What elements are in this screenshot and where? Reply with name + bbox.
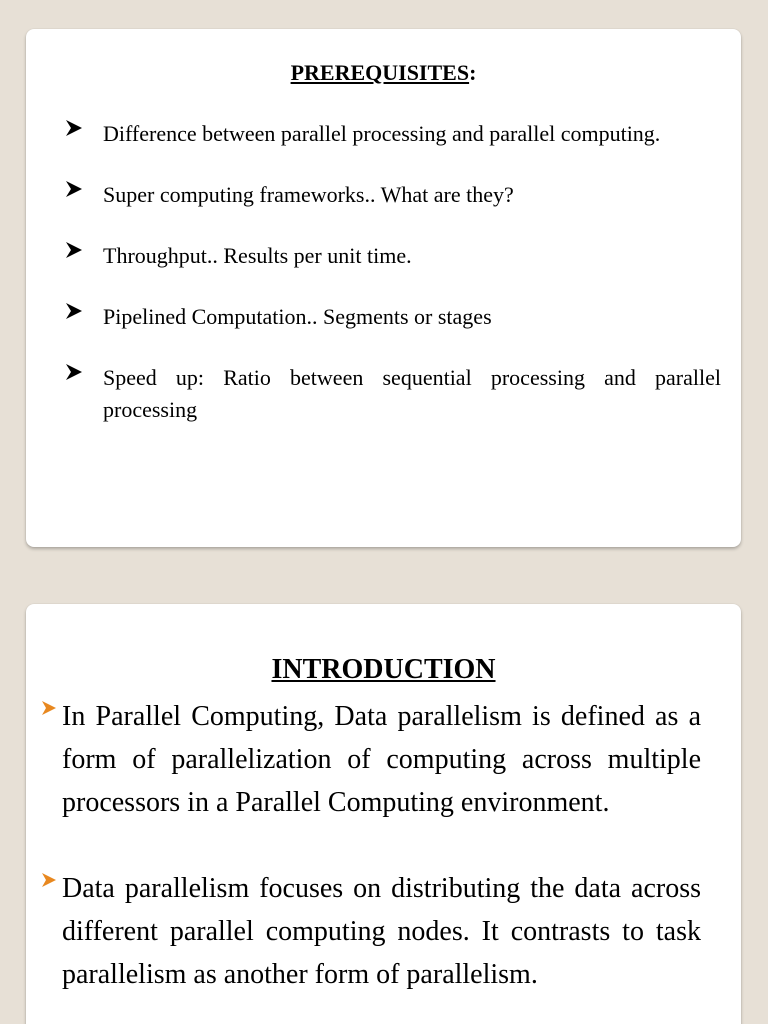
bullet-list xyxy=(42,695,701,996)
bullet-text: Data parallelism focuses on distributing the data across different parallel computing nodes. It contrasts to task parallelism as another form of parallelism. xyxy=(62,873,701,990)
bullet-text: Throughput.. Results per unit time. xyxy=(103,243,412,268)
list-item xyxy=(66,362,721,426)
bullet-text: Difference between parallel processing and parallel computing. xyxy=(103,121,661,146)
bullet-text: Speed up: Ratio between sequential processing and parallel processing xyxy=(103,365,721,422)
arrow-bullet-icon xyxy=(42,873,56,890)
slide-prerequisites xyxy=(26,29,741,547)
title-suffix: : xyxy=(469,60,477,85)
slide-introduction xyxy=(26,604,741,1024)
bullet-text: Super computing frameworks.. What are they? xyxy=(103,182,514,207)
arrow-bullet-icon xyxy=(66,242,82,262)
list-item xyxy=(42,867,701,996)
list-item xyxy=(66,240,721,272)
slide-title xyxy=(26,653,741,687)
arrow-bullet-icon xyxy=(66,303,82,323)
title-text: PREREQUISITES xyxy=(290,60,470,85)
arrow-bullet-icon xyxy=(42,701,56,718)
bullet-text: In Parallel Computing, Data parallelism is defined as a form of parallelization of computing across multiple processors in a Parallel Computing environment. xyxy=(62,701,701,818)
arrow-bullet-icon xyxy=(66,120,82,140)
list-item xyxy=(42,695,701,824)
slide-title xyxy=(26,60,741,86)
list-item xyxy=(66,301,721,333)
bullet-list xyxy=(66,118,721,426)
list-item xyxy=(66,118,721,150)
arrow-bullet-icon xyxy=(66,181,82,201)
arrow-bullet-icon xyxy=(66,364,82,384)
title-text: INTRODUCTION xyxy=(271,654,496,685)
list-item xyxy=(66,179,721,211)
bullet-text: Pipelined Computation.. Segments or stages xyxy=(103,304,492,329)
